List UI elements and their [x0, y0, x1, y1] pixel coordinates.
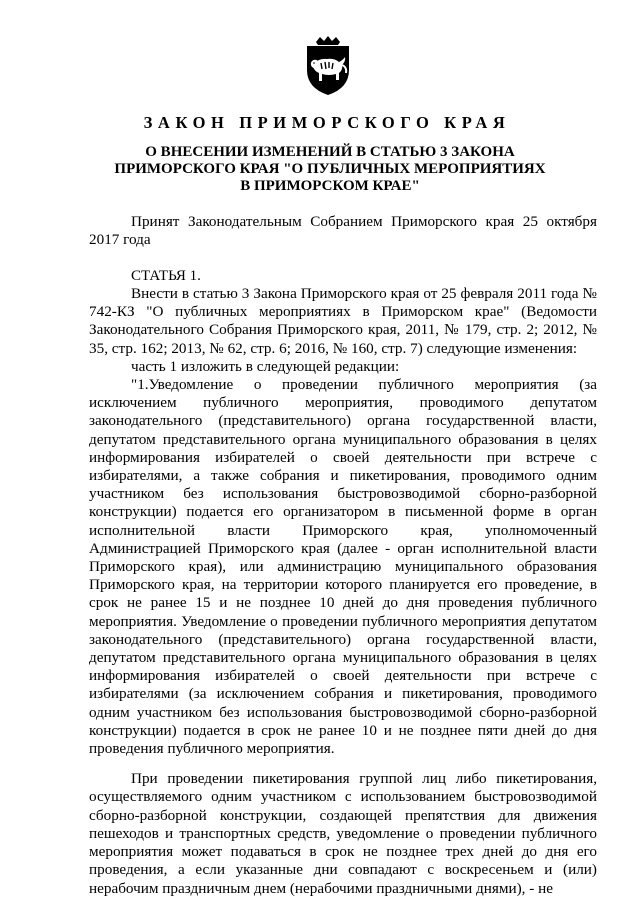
- paragraph: "1.Уведомление о проведении публичного мероприятия (за исключением публичного мероприятия, проводимого депутатом законодательного (представительного) органа государственной власти, депутатом представительного органа муниципального образования в целях информирования избирателей о своей деятельности при встрече с избирателями, а также собрания и пикетирования, проводимого одним участником без использования быстровозводимой сборно-разборной конструкции) подается его организатором в письменной форме в орган исполнительной власти Приморского края, уполномоченный Администрацией Приморского края (далее - орган исполнительной власти Приморского края), или администрацию муниципального образования Приморского края, на территории которого планируется его проведение, в срок не ранее 15 и не позднее 10 дней до дня проведения публичного мероприятия. Уведомление о проведении публичного мероприятия депутатом законодательного (представительного) органа государственной власти, депутатом представительного органа муниципального образования в целях информирования избирателей о своей деятельности при встрече с избирателями (за исключением собрания и пикетирования, проводимого одним участником без использования быстровозводимой сборно-разборной конструкции) подается в срок не ранее 10 и не позднее пяти дней до дня проведения публичного мероприятия.: [89, 376, 597, 758]
- coat-of-arms-icon: [301, 36, 355, 96]
- adoption-statement: Принят Законодательным Собранием Приморского края 25 октября 2017 года: [89, 213, 597, 249]
- law-subtitle: [100, 144, 560, 195]
- paragraph: часть 1 изложить в следующей редакции:: [131, 357, 400, 375]
- article-heading: СТАТЬЯ 1.: [131, 268, 201, 284]
- paragraph: При проведении пикетирования группой лиц либо пикетирования, осуществляемого одним участником с использованием быстровозводимой сборно-разборной конструкции, создающей препятствия для движения пешеходов и транспортных средств, уведомление о проведении публичного мероприятия может подаваться в срок не позднее трех дней до дня его проведения, а если указанные дни совпадают с воскресеньем и (или) нерабочим праздничным днем (нерабочими праздничными днями), - не: [89, 770, 597, 897]
- subtitle-line: О ВНЕСЕНИИ ИЗМЕНЕНИЙ В СТАТЬЮ 3 ЗАКОНА: [145, 144, 515, 160]
- paragraph: Внести в статью 3 Закона Приморского края от 25 февраля 2011 года № 742-КЗ "О публичных мероприятиях в Приморском крае" (Ведомости Законодательного Собрания Приморского края, 2011, № 179, стр. 2; 2012, № 35, стр. 162; 2013, № 62, стр. 6; 2016, № 160, стр. 7) следующие изменения:: [89, 285, 597, 357]
- subtitle-line: ПРИМОРСКОГО КРАЯ "О ПУБЛИЧНЫХ МЕРОПРИЯТИЯХ: [114, 161, 546, 177]
- article-body: [89, 285, 597, 898]
- law-title: ЗАКОН ПРИМОРСКОГО КРАЯ: [143, 113, 511, 132]
- subtitle-line: В ПРИМОРСКОМ КРАЕ": [240, 178, 420, 194]
